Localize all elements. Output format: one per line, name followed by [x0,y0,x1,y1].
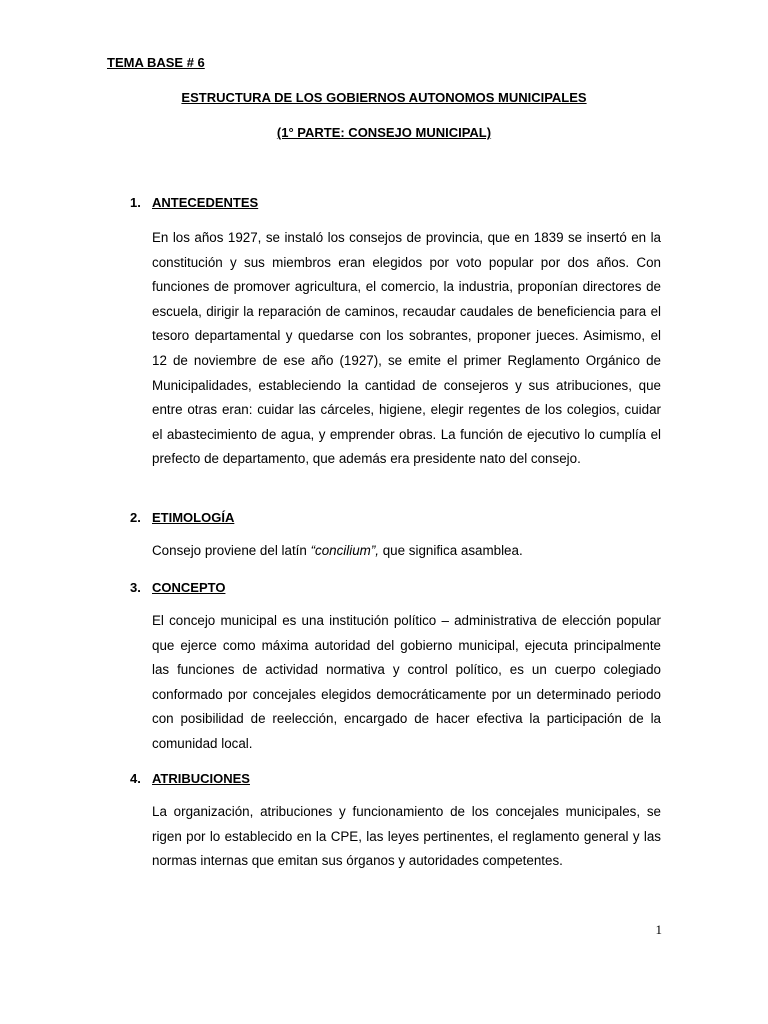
section-number: 2. [130,510,141,525]
section-body-etimologia [152,539,661,564]
section-title: CONCEPTO [152,580,226,595]
section-title: ATRIBUCIONES [152,771,250,786]
document-topic-label: TEMA BASE # 6 [107,55,205,70]
page-number: 1 [655,922,662,937]
section-number: 4. [130,771,141,786]
section-body-concepto: El concejo municipal es una institución político – administrativa de elección popular que ejerce como máxima autoridad del gobierno municipal, ejecuta principalmente las funciones de actividad normativa y control político, es un cuerpo colegiado conformado por concejales elegidos democráticamente por un determinado periodo con posibilidad de reelección, encargado de hacer efectiva la participación de la comunidad local. [152,613,661,751]
document-title: ESTRUCTURA DE LOS GOBIERNOS AUTONOMOS MUNICIPALES [181,90,587,105]
document-subtitle: (1° PARTE: CONSEJO MUNICIPAL) [276,125,492,140]
section-heading-atribuciones [130,771,250,786]
section-title: ANTECEDENTES [152,195,259,210]
section-heading-concepto [130,580,225,595]
section-body-antecedentes: En los años 1927, se instaló los consejos de provincia, que en 1839 se insertó en la constitución y sus miembros eran elegidos por voto popular por dos años. Con funciones de promover agricultura, el comercio, la industria, proponían directores de escuela, dirigir la reparación de caminos, recaudar caudales de beneficiencia para el tesoro departamental y quedarse con los sobrantes, proponer jueces. Asimismo, el 12 de noviembre de ese año (1927), se emite el primer Reglamento Orgánico de Municipalidades, estableciendo la cantidad de consejeros y sus atribuciones, que entre otras eran: cuidar las cárceles, higiene, elegir regentes de los colegios, cuidar el abastecimiento de agua, y emprender obras. La función de ejecutivo lo cumplía el prefecto de departamento, que además era presidente nato del consejo. [152,230,661,467]
section-heading-etimologia [130,510,234,525]
etimologia-text-before: Consejo proviene del latín [152,543,311,558]
section-body-atribuciones: La organización, atribuciones y funcionamiento de los concejales municipales, se rigen por lo establecido en la CPE, las leyes pertinentes, el reglamento general y las normas internas que emitan sus órganos y autoridades competentes. [152,804,661,869]
etimologia-latin-term: “concilium”, [310,543,380,558]
section-number: 3. [130,580,141,595]
section-heading-antecedentes [130,195,258,210]
section-number: 1. [130,195,141,210]
section-title: ETIMOLOGÍA [152,510,235,525]
etimologia-text-after: que significa asamblea. [379,543,523,558]
